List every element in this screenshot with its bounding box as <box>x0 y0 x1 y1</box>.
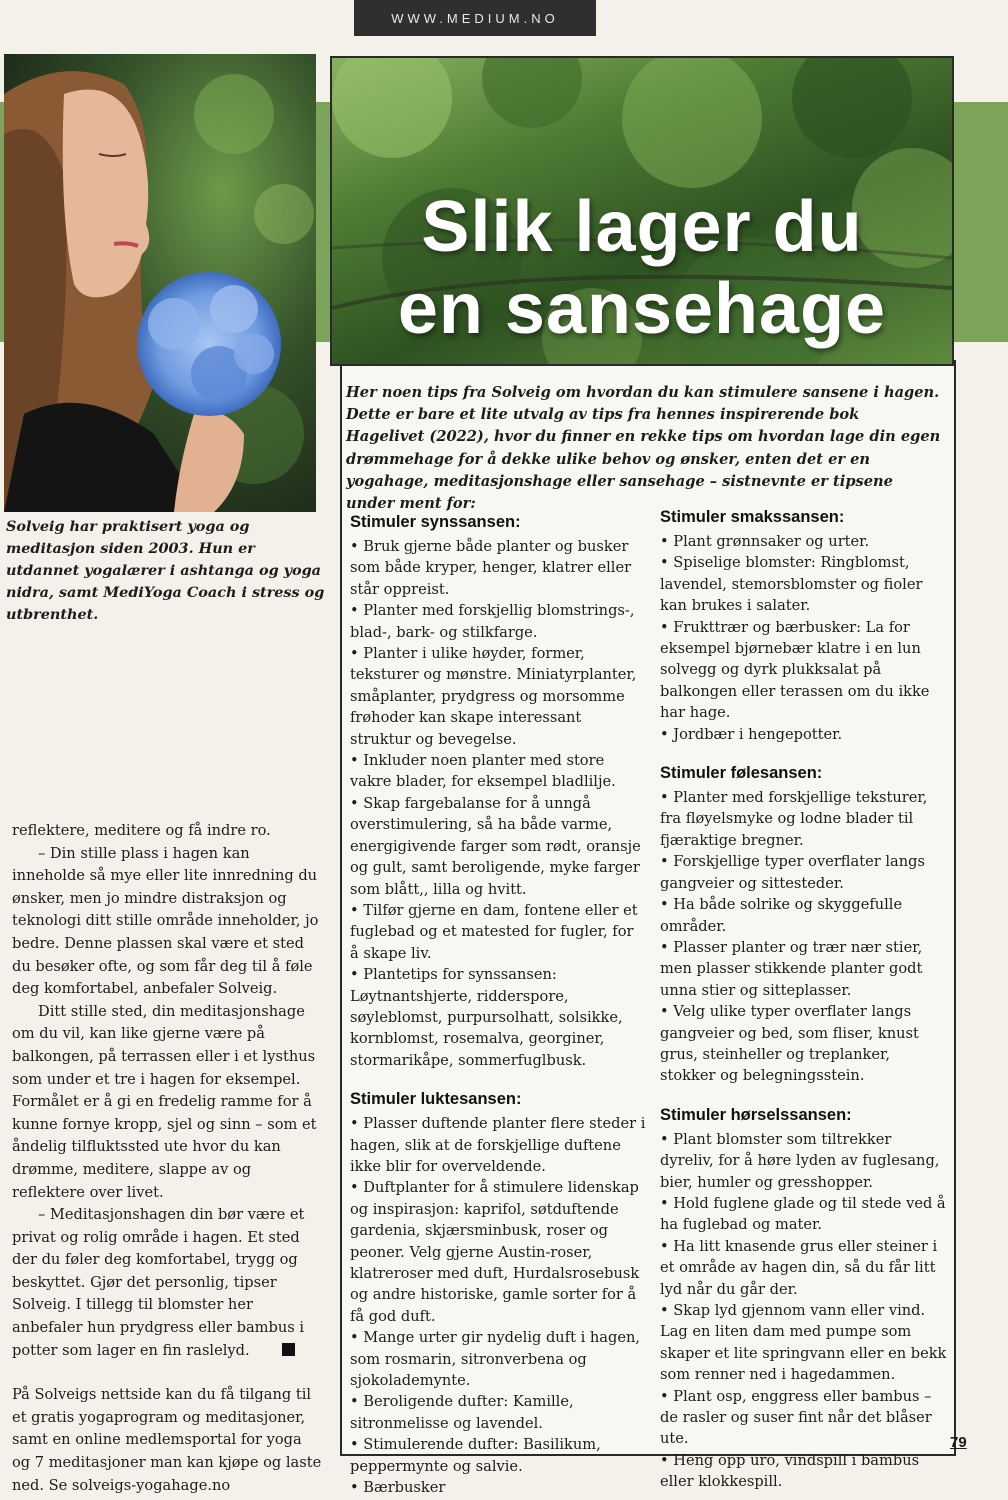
list-item: • Ha litt knasende grus eller steiner i et område av hagen din, så du får litt lyd når du går der. <box>660 1237 938 1298</box>
url-tab: WWW.MEDIUM.NO <box>354 0 596 36</box>
left-paragraph-text: – Meditasjonshagen din bør være et privat og rolig område i hagen. Et sted der du føler deg komfortabel, trygg og beskyttet. Gjør det personlig, tipser Solveig. I tillegg til blomster her anbefaler hun prydgress eller bambus i potter som lager en fin raslelyd. <box>12 1206 305 1359</box>
list-item: • Plasser duftende planter flere steder i hagen, slik at de forskjellige duftene ikke blir for overveldende. <box>350 1115 646 1175</box>
list-item: • Bruk gjerne både planter og busker som både kryper, henger, klatrer eller står oppreist. <box>350 538 632 598</box>
left-paragraph: På Solveigs nettside kan du få tilgang til et gratis yogaprogram og meditasjoner, samt en online medlemsportal for yoga og 7 meditasjoner man kan kjøpe og laste ned. Se solveigs-yogahage.no <box>12 1386 322 1494</box>
portrait-illustration <box>4 54 316 512</box>
list-item: • Planter med forskjellig blomstrings-, blad-, bark- og stilkfarge. <box>350 602 635 641</box>
article-title <box>332 186 952 350</box>
left-paragraph: reflektere, meditere og få indre ro. <box>12 822 271 839</box>
title-line-1: Slik lager du <box>421 187 863 267</box>
list-item: • Bærbusker <box>350 1479 446 1497</box>
left-paragraph: Ditt stille sted, din meditasjonshage om du vil, kan like gjerne være på balkongen, på terrassen eller i et lysthus som under et tre i hagen for eksempel. Formålet er å gi en fredelig ramme for å kunne fornye kropp, sjel og sinn – som et åndelig tilfluktssted ute hvor du kan drømme, meditere, slappe av og reflektere over livet. <box>12 1002 317 1201</box>
list-item: • Tilfør gjerne en dam, fontene eller et fuglebad og et matested for fugler, for å skape liv. <box>350 901 638 962</box>
end-mark <box>282 1343 295 1356</box>
left-paragraph: – Din stille plass i hagen kan inneholde så mye eller lite innredning du ønsker, men jo mindre distraksjon og teknologi ditt stille område inneholder, jo bedre. Denne plassen skal være et sted du besøker ofte, og som får deg til å føle deg komfortabel, anbefaler Solveig. <box>12 844 319 998</box>
list-item: • Mange urter gir nydelig duft i hagen, som rosmarin, sitronverbena og sjokolademynte. <box>350 1329 641 1390</box>
list-item: • Spiselige blomster: Ringblomst, lavendel, stemorsblomster og fioler kan brukes i salater. <box>660 554 923 615</box>
list-item: • Plant grønnsaker og urter. <box>660 533 870 550</box>
photo-caption: Solveig har praktisert yoga og meditasjon siden 2003. Hun er utdannet yogalærer i ashtanga og yoga nidra, samt MediYoga Coach i stress og utbrenthet. <box>6 518 325 623</box>
section-heading-syn: Stimuler synssansen: <box>350 513 521 531</box>
section-heading-lukt: Stimuler luktesansen: <box>350 1090 522 1109</box>
left-paragraph <box>12 1204 324 1362</box>
list-item: • Ha både solrike og skyggefulle områder. <box>660 896 903 935</box>
list-item: • Forskjellige typer overflater langs gangveier og sittesteder. <box>660 853 925 892</box>
list-item: • Hold fuglene glade og til stede ved å ha fuglebad og mater. <box>660 1194 946 1234</box>
list-item: • Skap fargebalanse for å unngå overstimulering, så ha både varme, energigivende farger som rødt, oransje og gult, samt beroligende, myke farger som blått,, lilla og hvitt. <box>350 794 641 898</box>
title-line-2: en sansehage <box>397 269 887 349</box>
left-body-column <box>12 820 324 1497</box>
list-item: • Skap lyd gjennom vann eller vind. Lag en liten dam med pumpe som skaper et lite springvann eller en bekk som renner ned i hagedammen. <box>660 1302 947 1384</box>
page-number: 79 <box>950 1434 967 1451</box>
list-item: • Jordbær i hengepotter. <box>660 725 843 743</box>
list-item: • Duftplanter for å stimulere lidenskap og inspirasjon: kaprifol, søtduftende gardenia, skjærsminbusk, roser og peoner. Velg gjerne Austin-roser, klatreroser med duft, Hurdalsrosebusk og andre historiske, gamle sorter for å få god duft. <box>350 1179 640 1325</box>
portrait-photo <box>4 54 316 512</box>
list-item: • Plasser planter og trær nær stier, men plasser stikkende planter godt unna stier og sitteplasser. <box>660 938 923 999</box>
section-heading-fole: Stimuler følesansen: <box>660 764 823 783</box>
list-item: • Frukttrær og bærbusker: La for eksempel bjørnebær klatre i en lun solvegg og dyrk plukksalat på balkongen eller terassen om du ikke har hage. <box>660 618 930 722</box>
list-item: • Heng opp uro, vindspill i bambus eller klokkespill. <box>660 1451 920 1491</box>
hero-image <box>330 56 954 366</box>
section-heading-horsel: Stimuler hørselssansen: <box>660 1105 852 1124</box>
list-item: • Plant osp, enggress eller bambus – de rasler og suser fint når det blåser ute. <box>660 1387 932 1448</box>
list-item: • Plantetips for synssansen: Løytnantshjerte, ridderspore, søyleblomst, purpursolhatt, solsikke, kornblomst, rosemalva, georginer, stormarikåpe, sommerfuglbusk. <box>350 966 623 1069</box>
list-item: • Inkluder noen planter med store vakre blader, for eksempel bladlilje. <box>350 752 616 791</box>
list-item: • Beroligende dufter: Kamille, sitronmelisse og lavendel. <box>350 1393 574 1432</box>
list-item: • Plant blomster som tiltrekker dyreliv, for å høre lyden av fuglesang, bier, humler og gresshopper. <box>660 1130 940 1191</box>
list-item: • Planter med forskjellige teksturer, fra fløyelsmyke og lodne blader til fjæraktige bregner. <box>660 789 928 849</box>
list-item: • Velg ulike typer overflater langs gangveier og bed, som fliser, knust grus, steinheller og treplanker, stokker og belegningsstein. <box>660 1003 919 1085</box>
section-heading-smak: Stimuler smakssansen: <box>660 508 845 526</box>
article-intro: Her noen tips fra Solveig om hvordan du kan stimulere sansene i hagen. Dette er bare et lite utvalg av tips fra hennes inspirerende bok Hagelivet (2022), hvor du finner en rekke tips om hvordan lage din egen drømmehage for å dekke ulike behov og ønsker, enten det er en yogahage, meditasjonshage eller sansehage – sistnevnte er tipsene under ment for: <box>346 384 941 513</box>
tips-column-left <box>350 510 646 1498</box>
tips-column-right <box>660 505 948 1493</box>
list-item: • Planter i ulike høyder, former, teksturer og mønstre. Miniatyrplanter, småplanter, prydgress og morsomme frøhoder kan skape interessant struktur og bevegelse. <box>350 645 637 748</box>
list-item: • Stimulerende dufter: Basilikum, peppermynte og salvie. <box>350 1436 601 1475</box>
